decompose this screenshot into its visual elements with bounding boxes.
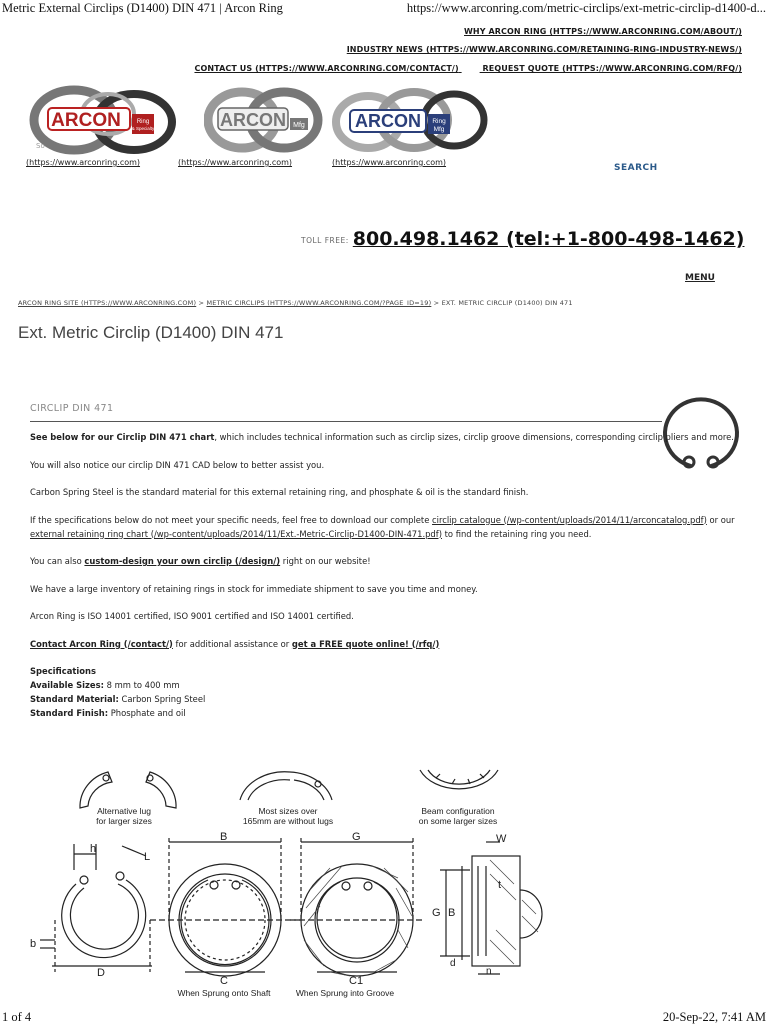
- chart-intro-bold: See below for our Circlip DIN 471 chart: [30, 432, 215, 442]
- contact-text: for additional assistance or: [172, 638, 292, 649]
- article-content: [30, 430, 740, 720]
- svg-text:Ring: Ring: [432, 118, 446, 125]
- svg-text:Mfg: Mfg: [433, 126, 445, 133]
- paragraph-downloads: [30, 513, 740, 541]
- label-D: D: [97, 967, 105, 979]
- search-link[interactable]: SEARCH: [614, 163, 658, 173]
- breadcrumb: [18, 299, 573, 307]
- label-G-section: G: [432, 907, 441, 919]
- downloads-text-c: to find the retaining ring you need.: [441, 528, 592, 539]
- print-date: 20-Sep-22, 7:41 AM: [662, 1010, 766, 1024]
- material-value: Carbon Spring Steel: [118, 694, 206, 704]
- circlip-technical-drawing: [0, 760, 768, 1005]
- paragraph-custom-design: [30, 554, 740, 568]
- logo-link-1[interactable]: (https://www.arconring.com): [26, 158, 141, 167]
- logo-link-3[interactable]: (https://www.arconring.com): [332, 158, 447, 167]
- sprung-groove-caption: When Sprung into Groove: [295, 988, 395, 998]
- downloads-text-b: or our: [706, 514, 735, 525]
- section-divider: [30, 421, 662, 422]
- custom-text-a: You can also: [30, 556, 85, 566]
- print-page-title: Metric External Circlips (D1400) DIN 471 | Arcon Ring: [2, 1, 283, 15]
- sprung-shaft-caption: When Sprung onto Shaft: [177, 988, 271, 998]
- svg-text:Ring: Ring: [136, 119, 150, 125]
- label-L: L: [144, 851, 151, 863]
- svg-text:ARCON: ARCON: [220, 110, 286, 130]
- breadcrumb-current: EXT. METRIC CIRCLIP (D1400) DIN 471: [441, 299, 573, 307]
- print-page-url: https://www.arconring.com/metric-circlips/ext-metric-circlip-d1400-d...: [406, 1, 766, 15]
- toll-free: [301, 228, 744, 250]
- custom-text-b: right on our website!: [280, 556, 371, 566]
- label-C1: C1: [349, 975, 364, 987]
- paragraph-cad: You will also notice our circlip DIN 471 CAD below to better assist you.: [30, 459, 325, 470]
- label-t: t: [498, 879, 502, 891]
- arcon-ring-specialty-logo[interactable]: [28, 84, 178, 156]
- finish-label: Standard Finish:: [30, 708, 109, 718]
- breadcrumb-metric-circlips[interactable]: METRIC CIRCLIPS (HTTPS://WWW.ARCONRING.COM/?PAGE_ID=19): [206, 299, 432, 307]
- logo-row: [24, 84, 494, 174]
- sizes-value: 8 mm to 400 mm: [103, 680, 180, 690]
- section-title: CIRCLIP DIN 471: [30, 403, 114, 414]
- chart-intro-text: , which includes technical information such as circlip sizes, circlip groove dimensions, corresponding circlip pliers and more.: [214, 432, 734, 442]
- logo-link-2[interactable]: (https://www.arconring.com): [178, 158, 293, 167]
- label-d: d: [450, 958, 456, 969]
- most-sizes-caption-2: 165mm are without lugs: [242, 816, 334, 826]
- specifications: [30, 664, 740, 720]
- alt-lug-caption-1: Alternative lug: [97, 806, 151, 816]
- paragraph-iso: Arcon Ring is ISO 14001 certified, ISO 9001 certified and ISO 14001 certified.: [30, 611, 354, 621]
- logo-partial-text: So: [36, 142, 45, 150]
- specs-heading: Specifications: [30, 666, 96, 676]
- paragraph-chart-intro: [30, 430, 740, 444]
- catalogue-link[interactable]: circlip catalogue (/wp-content/uploads/2014/11/arconcatalog.pdf): [432, 514, 707, 525]
- ring-chart-link[interactable]: external retaining ring chart (/wp-content/uploads/2014/11/Ext.-Metric-Circlip-D1400-DIN-471.pdf): [30, 528, 442, 539]
- print-header: [0, 0, 768, 16]
- arcon-mfg-logo[interactable]: [204, 84, 324, 156]
- menu-button[interactable]: MENU: [685, 273, 715, 283]
- nav-why-label[interactable]: WHY ARCON RING (HTTPS://WWW.ARCONRING.COM/ABOUT/): [464, 27, 742, 36]
- label-G: G: [352, 831, 361, 843]
- free-quote-link[interactable]: get a FREE quote online! (/rfq/): [291, 638, 440, 649]
- nav-contact-us[interactable]: CONTACT US (HTTPS://WWW.ARCONRING.COM/CONTACT/): [194, 64, 459, 73]
- custom-design-link[interactable]: custom-design your own circlip (/design/): [84, 556, 281, 566]
- label-b: b: [30, 938, 37, 950]
- svg-text:Mfg: Mfg: [293, 122, 305, 129]
- breadcrumb-separator: >: [198, 299, 205, 307]
- paragraph-material: Carbon Spring Steel is the standard material for this external retaining ring, and phosphate & oil is the standard finish.: [30, 487, 529, 497]
- svg-text:ARCON: ARCON: [355, 111, 421, 131]
- nav-request-quote[interactable]: REQUEST QUOTE (HTTPS://WWW.ARCONRING.COM/RFQ/): [482, 64, 742, 73]
- page-number: 1 of 4: [2, 1010, 32, 1024]
- label-B: B: [220, 831, 228, 843]
- nav-industry-news[interactable]: [347, 45, 742, 54]
- arcon-ring-mfg-logo[interactable]: [332, 84, 492, 156]
- label-h: h: [90, 843, 97, 855]
- sizes-label: Available Sizes:: [30, 680, 104, 690]
- toll-free-number[interactable]: 800.498.1462 (tel:+1-800-498-1462): [352, 228, 745, 250]
- finish-value: Phosphate and oil: [108, 708, 186, 718]
- toll-free-label: TOLL FREE:: [301, 236, 349, 245]
- most-sizes-caption-1: Most sizes over: [258, 806, 318, 816]
- page-title: Ext. Metric Circlip (D1400) DIN 471: [18, 323, 284, 342]
- label-C: C: [220, 975, 228, 987]
- beam-caption-1: Beam configuration: [421, 806, 495, 816]
- svg-text:& Specialty: & Specialty: [131, 126, 155, 131]
- alt-lug-caption-2: for larger sizes: [96, 816, 152, 826]
- breadcrumb-home[interactable]: ARCON RING SITE (HTTPS://WWW.ARCONRING.COM): [18, 299, 197, 307]
- beam-caption-2: on some larger sizes: [418, 816, 498, 826]
- paragraph-inventory: We have a large inventory of retaining rings in stock for immediate shipment to save you time and money.: [30, 583, 478, 594]
- breadcrumb-separator: >: [433, 299, 440, 307]
- label-n: n: [486, 966, 492, 977]
- nav-why-arcon[interactable]: [464, 27, 742, 36]
- nav-contact-quote: [194, 64, 742, 73]
- svg-text:ARCON: ARCON: [51, 110, 121, 131]
- downloads-text-a: If the specifications below do not meet your specific needs, feel free to download our complete: [30, 514, 433, 525]
- paragraph-contact: [30, 637, 740, 651]
- nav-news-label[interactable]: INDUSTRY NEWS (HTTPS://WWW.ARCONRING.COM/RETAINING-RING-INDUSTRY-NEWS/): [346, 45, 742, 54]
- label-W: W: [496, 833, 507, 845]
- contact-arcon-link[interactable]: Contact Arcon Ring (/contact/): [30, 638, 173, 649]
- material-label: Standard Material:: [30, 694, 119, 704]
- label-B-section: B: [448, 907, 456, 919]
